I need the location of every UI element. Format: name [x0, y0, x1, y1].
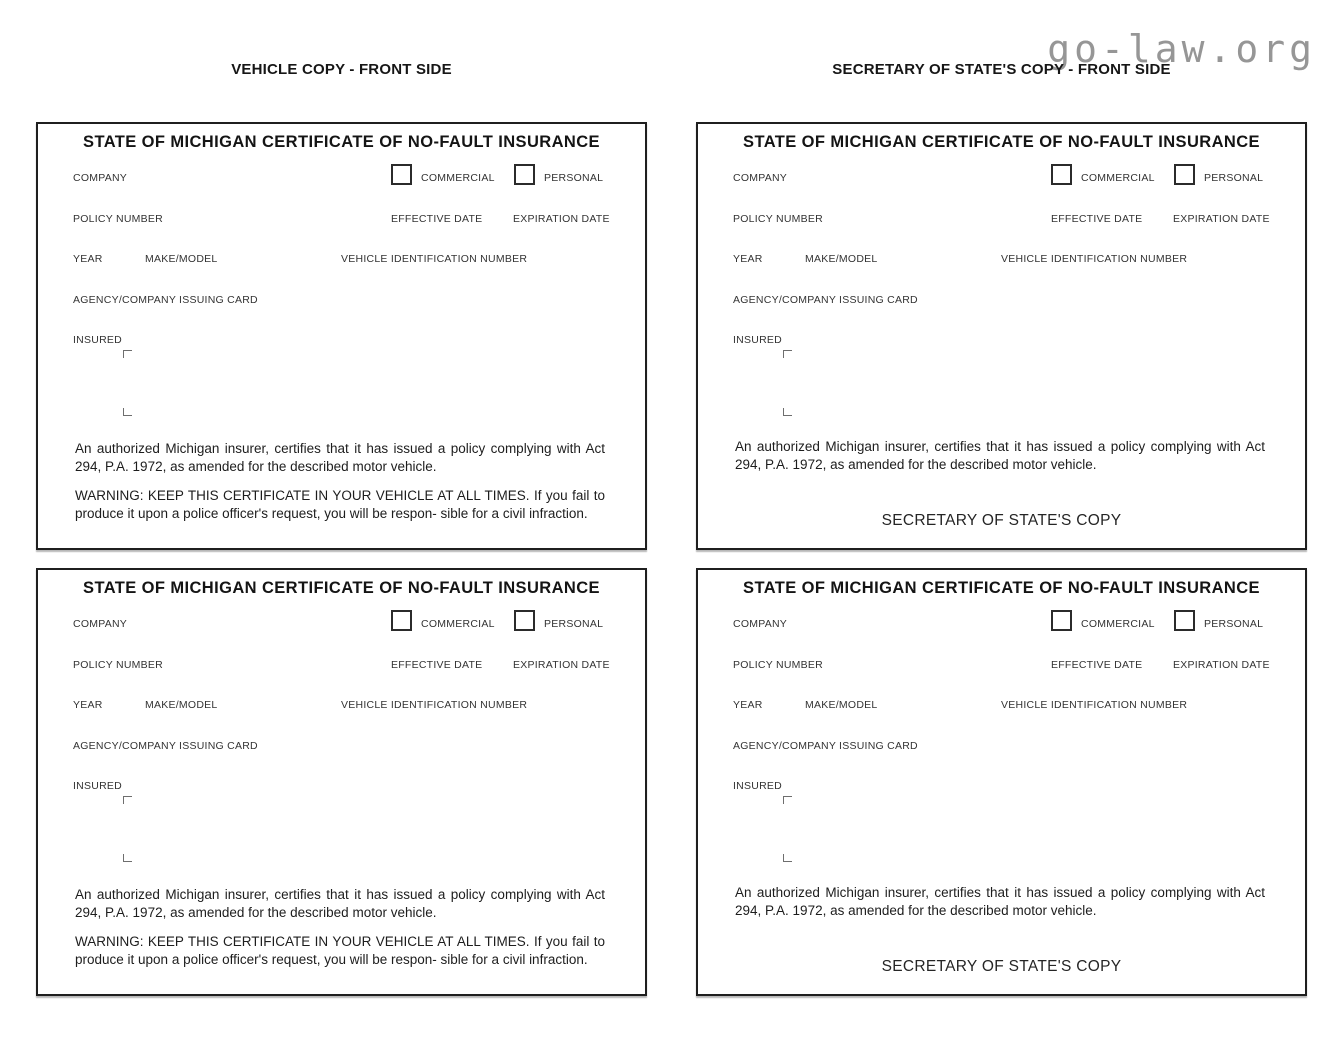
address-bracket-top-icon: [783, 796, 792, 804]
expiration-date-label: EXPIRATION DATE: [513, 659, 610, 671]
year-label: YEAR: [733, 253, 763, 265]
card-title: STATE OF MICHIGAN CERTIFICATE OF NO-FAULT INSURANCE: [83, 133, 600, 151]
personal-checkbox[interactable]: [1174, 610, 1195, 631]
commercial-checkbox[interactable]: [391, 610, 412, 631]
personal-label: PERSONAL: [544, 172, 604, 184]
agency-label: AGENCY/COMPANY ISSUING CARD: [733, 294, 918, 306]
address-bracket-bottom-icon: [783, 408, 792, 416]
expiration-date-label: EXPIRATION DATE: [1173, 213, 1270, 225]
commercial-checkbox[interactable]: [1051, 610, 1072, 631]
year-label: YEAR: [73, 253, 103, 265]
certificate-card-sos-top: [696, 122, 1307, 550]
commercial-checkbox[interactable]: [1051, 164, 1072, 185]
vin-label: VEHICLE IDENTIFICATION NUMBER: [1001, 253, 1188, 265]
sos-copy-footer: SECRETARY OF STATE'S COPY: [881, 958, 1122, 975]
certification-text: An authorized Michigan insurer, certifies that it has issued a policy complying with Act 294, P.A. 1972, as amended for the described motor vehicle.: [735, 885, 1265, 918]
warning-text: WARNING: KEEP THIS CERTIFICATE IN YOUR VEHICLE AT ALL TIMES. If you fail to produce it upon a police officer's request, you will be respon- sible for a civil infraction.: [75, 934, 605, 967]
agency-label: AGENCY/COMPANY ISSUING CARD: [73, 740, 258, 752]
address-bracket-bottom-icon: [123, 408, 132, 416]
personal-label: PERSONAL: [1204, 618, 1264, 630]
personal-label: PERSONAL: [544, 618, 604, 630]
address-bracket-top-icon: [783, 350, 792, 358]
policy-number-label: POLICY NUMBER: [733, 659, 823, 671]
watermark-go-law: go-law.org: [1047, 27, 1316, 71]
effective-date-label: EFFECTIVE DATE: [1051, 659, 1143, 671]
commercial-label: COMMERCIAL: [421, 172, 495, 184]
commercial-checkbox[interactable]: [391, 164, 412, 185]
personal-checkbox[interactable]: [514, 164, 535, 185]
certificate-card-sos-bottom: [696, 568, 1307, 996]
vin-label: VEHICLE IDENTIFICATION NUMBER: [341, 699, 528, 711]
year-label: YEAR: [73, 699, 103, 711]
certification-text: An authorized Michigan insurer, certifies that it has issued a policy complying with Act 294, P.A. 1972, as amended for the described motor vehicle.: [75, 441, 605, 474]
policy-number-label: POLICY NUMBER: [733, 213, 823, 225]
company-label: COMPANY: [733, 172, 788, 184]
certification-text: An authorized Michigan insurer, certifies that it has issued a policy complying with Act 294, P.A. 1972, as amended for the described motor vehicle.: [735, 439, 1265, 472]
make-model-label: MAKE/MODEL: [145, 253, 218, 265]
card-title: STATE OF MICHIGAN CERTIFICATE OF NO-FAULT INSURANCE: [743, 133, 1260, 151]
make-model-label: MAKE/MODEL: [805, 699, 878, 711]
commercial-label: COMMERCIAL: [1081, 618, 1155, 630]
agency-label: AGENCY/COMPANY ISSUING CARD: [73, 294, 258, 306]
personal-checkbox[interactable]: [514, 610, 535, 631]
address-bracket-bottom-icon: [783, 854, 792, 862]
company-label: COMPANY: [733, 618, 788, 630]
year-label: YEAR: [733, 699, 763, 711]
vin-label: VEHICLE IDENTIFICATION NUMBER: [1001, 699, 1188, 711]
address-bracket-bottom-icon: [123, 854, 132, 862]
policy-number-label: POLICY NUMBER: [73, 659, 163, 671]
commercial-label: COMMERCIAL: [421, 618, 495, 630]
expiration-date-label: EXPIRATION DATE: [1173, 659, 1270, 671]
card-title: STATE OF MICHIGAN CERTIFICATE OF NO-FAULT INSURANCE: [743, 579, 1260, 597]
effective-date-label: EFFECTIVE DATE: [391, 659, 483, 671]
company-label: COMPANY: [73, 172, 128, 184]
address-bracket-top-icon: [123, 350, 132, 358]
make-model-label: MAKE/MODEL: [145, 699, 218, 711]
insured-label: INSURED: [73, 334, 123, 346]
insured-label: INSURED: [733, 334, 783, 346]
expiration-date-label: EXPIRATION DATE: [513, 213, 610, 225]
certification-text: An authorized Michigan insurer, certifies that it has issued a policy complying with Act 294, P.A. 1972, as amended for the described motor vehicle.: [75, 887, 605, 920]
card-title: STATE OF MICHIGAN CERTIFICATE OF NO-FAULT INSURANCE: [83, 579, 600, 597]
insured-label: INSURED: [73, 780, 123, 792]
certificate-card-vehicle-top: [36, 122, 647, 550]
personal-label: PERSONAL: [1204, 172, 1264, 184]
address-bracket-top-icon: [123, 796, 132, 804]
effective-date-label: EFFECTIVE DATE: [1051, 213, 1143, 225]
policy-number-label: POLICY NUMBER: [73, 213, 163, 225]
agency-label: AGENCY/COMPANY ISSUING CARD: [733, 740, 918, 752]
company-label: COMPANY: [73, 618, 128, 630]
commercial-label: COMMERCIAL: [1081, 172, 1155, 184]
certificate-card-vehicle-bottom: [36, 568, 647, 996]
personal-checkbox[interactable]: [1174, 164, 1195, 185]
insured-label: INSURED: [733, 780, 783, 792]
vin-label: VEHICLE IDENTIFICATION NUMBER: [341, 253, 528, 265]
sos-copy-footer: SECRETARY OF STATE'S COPY: [881, 512, 1122, 529]
make-model-label: MAKE/MODEL: [805, 253, 878, 265]
warning-text: WARNING: KEEP THIS CERTIFICATE IN YOUR VEHICLE AT ALL TIMES. If you fail to produce it upon a police officer's request, you will be respon- sible for a civil infraction.: [75, 488, 605, 521]
page-header-sos-copy: SECRETARY OF STATE'S COPY - FRONT SIDE: [832, 61, 1171, 78]
effective-date-label: EFFECTIVE DATE: [391, 213, 483, 225]
page-header-vehicle-copy: VEHICLE COPY - FRONT SIDE: [231, 61, 452, 78]
